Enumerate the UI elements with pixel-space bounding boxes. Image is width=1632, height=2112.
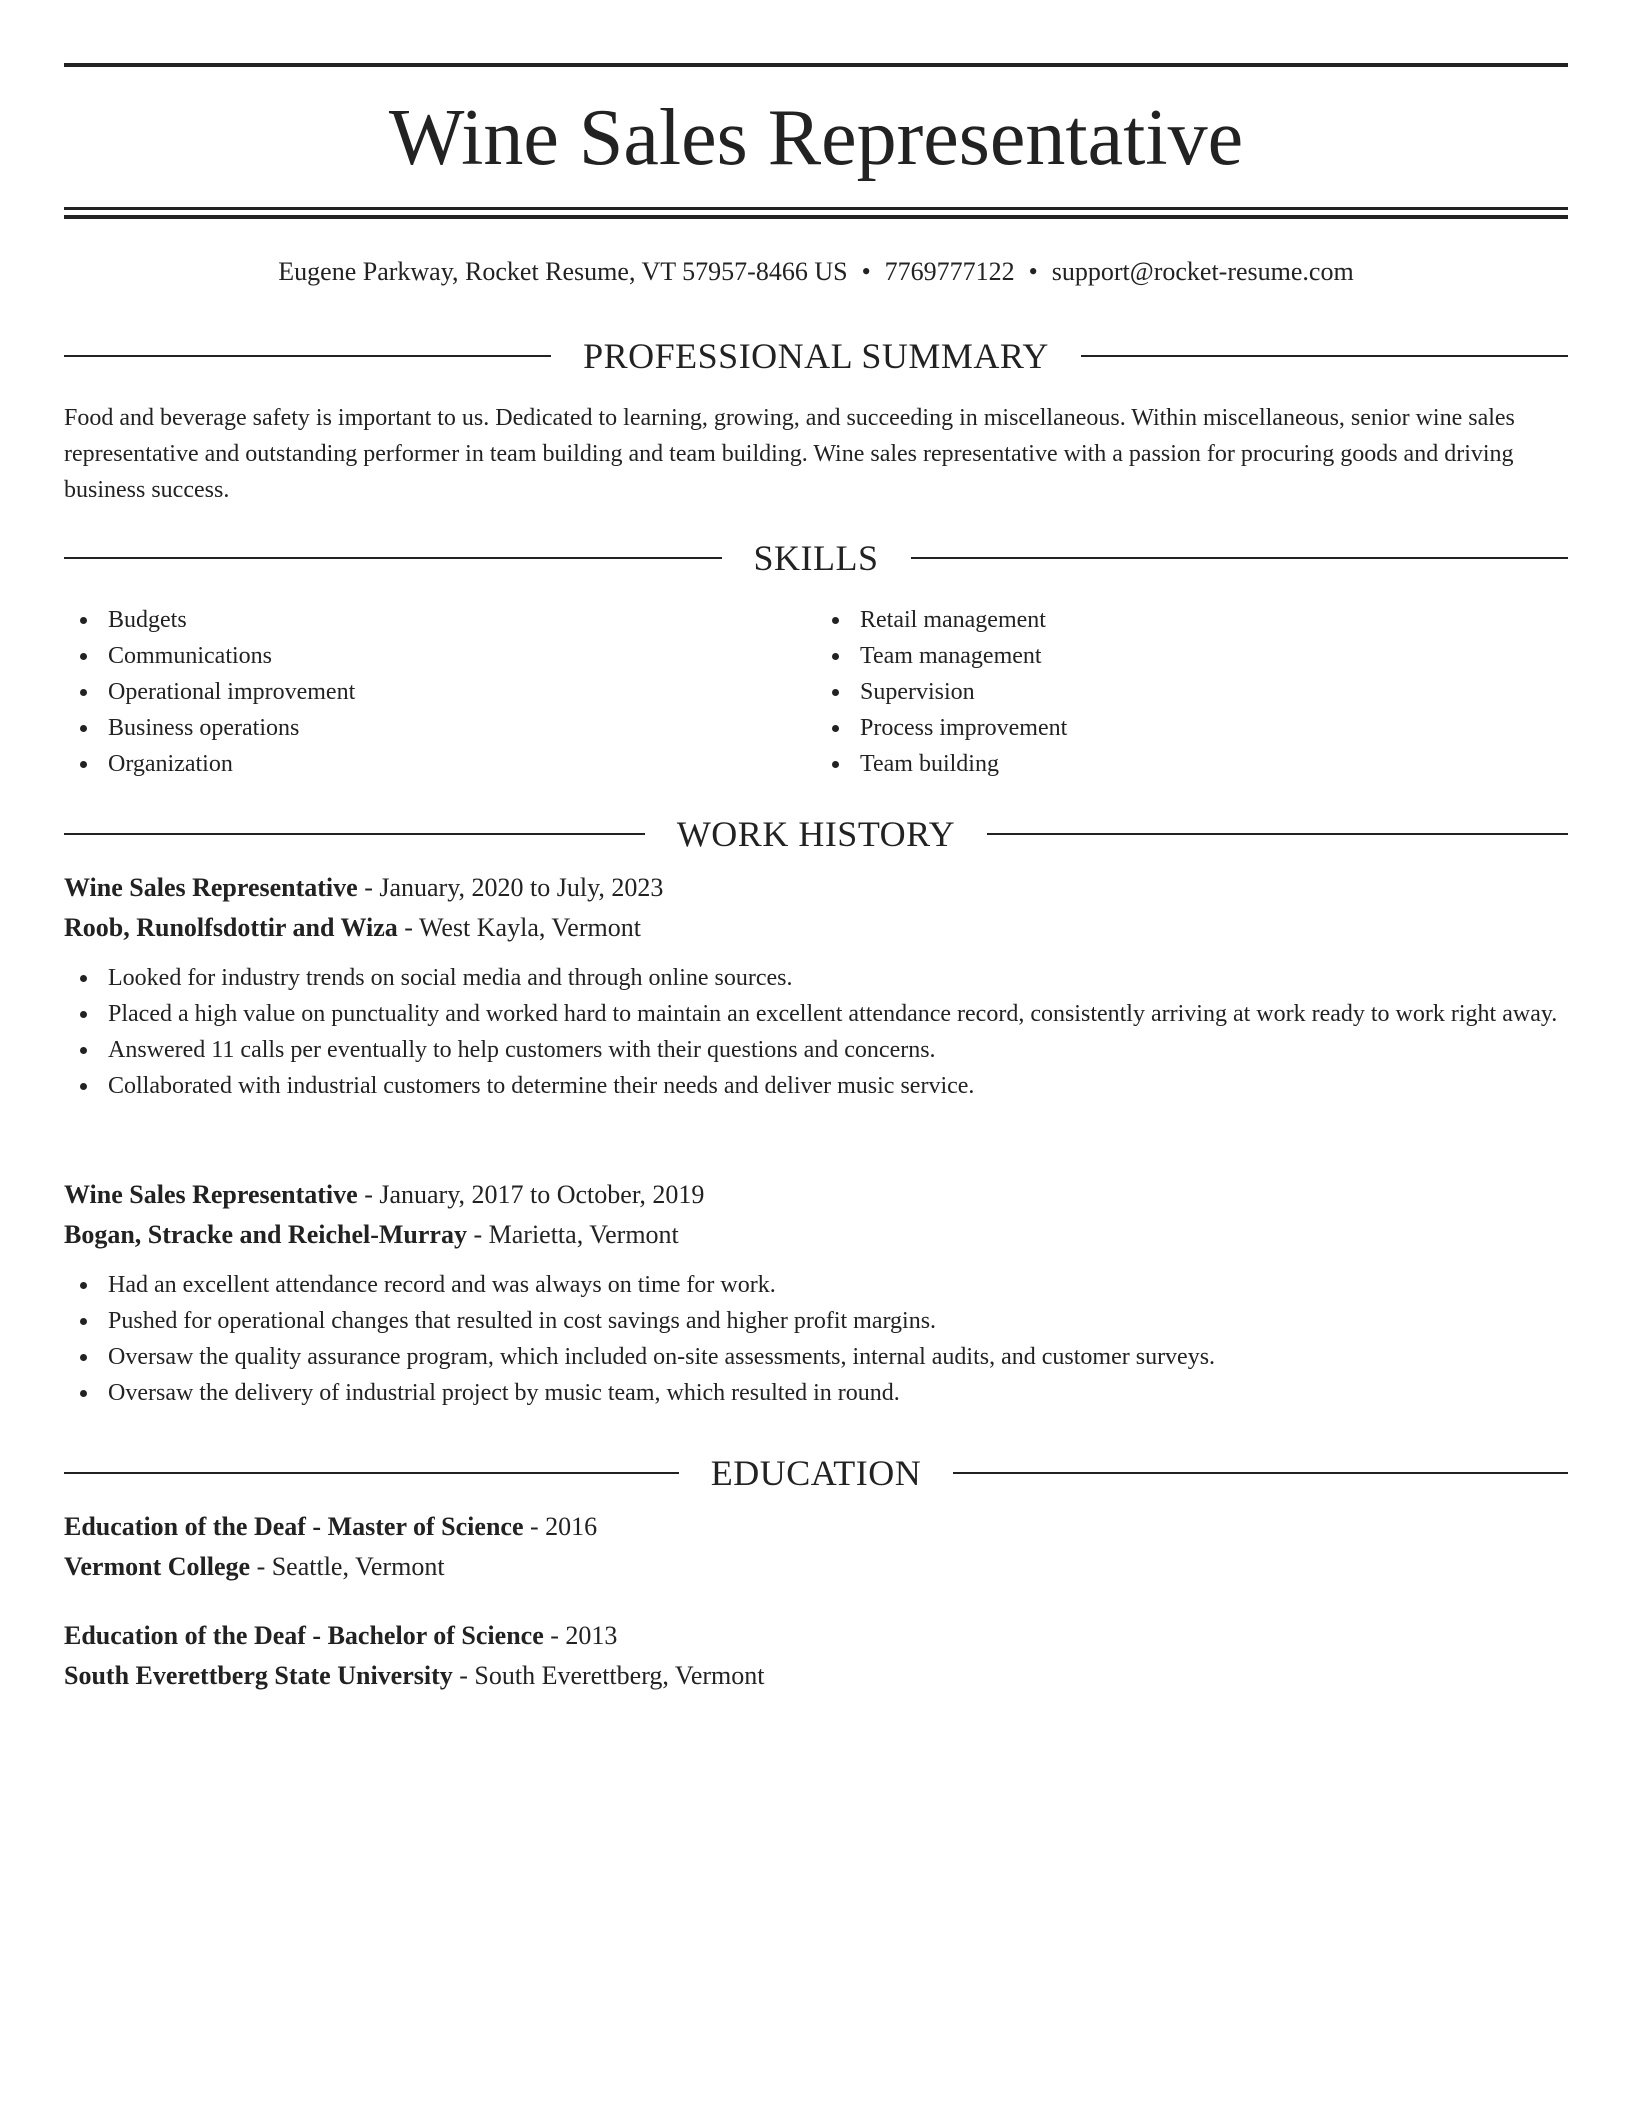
degree-row bbox=[64, 1507, 1568, 1547]
job-company: Roob, Runolfsdottir and Wiza bbox=[64, 913, 398, 942]
job-bullet: Pushed for operational changes that resulted in cost savings and higher profit margins. bbox=[64, 1303, 1568, 1339]
job-bullet: Had an excellent attendance record and was always on time for work. bbox=[64, 1267, 1568, 1303]
job-title: Wine Sales Representative bbox=[64, 873, 358, 902]
job-title: Wine Sales Representative bbox=[64, 1180, 358, 1209]
degree-year: - 2013 bbox=[543, 1621, 618, 1650]
contact-separator: • bbox=[861, 257, 871, 286]
contact-info bbox=[64, 254, 1568, 290]
work-heading bbox=[64, 812, 1568, 856]
job-company-row bbox=[64, 908, 1568, 948]
school-row bbox=[64, 1547, 1568, 1587]
summary-text: Food and beverage safety is important to us. Dedicated to learning, growing, and succeeding in miscellaneous. Within miscellaneous, senior wine sales representative and outstanding performer in team building and team building. Wine sales representative with a passion for procuring goods and driving business success. bbox=[64, 405, 1515, 503]
degree-row bbox=[64, 1616, 1568, 1656]
school: Vermont College bbox=[64, 1552, 251, 1581]
contact-address: Eugene Parkway, Rocket Resume, VT 57957-8466 US bbox=[278, 257, 848, 286]
summary-heading bbox=[64, 334, 1568, 378]
degree: Education of the Deaf - Master of Science bbox=[64, 1512, 524, 1541]
skill-item: Budgets bbox=[64, 602, 816, 638]
contact-phone: 7769777122 bbox=[884, 257, 1015, 286]
summary-heading-label: PROFESSIONAL SUMMARY bbox=[583, 336, 1049, 376]
title-rule-double bbox=[64, 215, 1568, 219]
job-location: - West Kayla, Vermont bbox=[397, 913, 641, 942]
heading-rule bbox=[987, 833, 1568, 835]
degree-year: - 2016 bbox=[523, 1512, 598, 1541]
job-bullet: Answered 11 calls per eventually to help customers with their questions and concerns. bbox=[64, 1032, 1568, 1068]
job-bullets bbox=[64, 1267, 1568, 1411]
job-location: - Marietta, Vermont bbox=[466, 1220, 679, 1249]
title-rule bbox=[64, 207, 1568, 210]
job-title-row bbox=[64, 1175, 1568, 1215]
skills-column-right bbox=[816, 602, 1568, 782]
job-title-row bbox=[64, 868, 1568, 908]
skill-item: Team management bbox=[816, 638, 1568, 674]
job-bullet: Oversaw the quality assurance program, which included on-site assessments, internal audits, and customer surveys. bbox=[64, 1339, 1568, 1375]
school-row bbox=[64, 1656, 1568, 1696]
resume-title: Wine Sales Representative bbox=[388, 94, 1244, 182]
skills-column-left bbox=[64, 602, 816, 782]
work-heading-label: WORK HISTORY bbox=[676, 814, 956, 854]
skills-heading bbox=[64, 536, 1568, 580]
skill-item: Retail management bbox=[816, 602, 1568, 638]
school-location: - Seattle, Vermont bbox=[250, 1552, 445, 1581]
job-dates: - January, 2020 to July, 2023 bbox=[357, 873, 664, 902]
job-company-row bbox=[64, 1215, 1568, 1255]
job-company: Bogan, Stracke and Reichel-Murray bbox=[64, 1220, 467, 1249]
top-rule bbox=[64, 63, 1568, 67]
education-entry bbox=[64, 1507, 1568, 1587]
education-heading-label: EDUCATION bbox=[710, 1453, 922, 1493]
heading-rule bbox=[1081, 355, 1568, 357]
heading-rule bbox=[953, 1472, 1568, 1474]
job-entry bbox=[64, 868, 1568, 1104]
heading-rule bbox=[64, 1472, 679, 1474]
job-entry bbox=[64, 1175, 1568, 1411]
skill-item: Process improvement bbox=[816, 710, 1568, 746]
skill-item: Organization bbox=[64, 746, 816, 782]
job-bullets bbox=[64, 960, 1568, 1104]
school-location: - South Everettberg, Vermont bbox=[452, 1661, 765, 1690]
heading-rule bbox=[64, 833, 645, 835]
skill-item: Communications bbox=[64, 638, 816, 674]
skills-list bbox=[64, 602, 1568, 782]
school: South Everettberg State University bbox=[64, 1661, 453, 1690]
skill-item: Business operations bbox=[64, 710, 816, 746]
heading-rule bbox=[64, 355, 551, 357]
job-dates: - January, 2017 to October, 2019 bbox=[357, 1180, 705, 1209]
degree: Education of the Deaf - Bachelor of Science bbox=[64, 1621, 544, 1650]
contact-separator: • bbox=[1028, 257, 1038, 286]
skill-item: Operational improvement bbox=[64, 674, 816, 710]
job-bullet: Looked for industry trends on social media and through online sources. bbox=[64, 960, 1568, 996]
education-entry bbox=[64, 1616, 1568, 1696]
education-heading bbox=[64, 1451, 1568, 1495]
job-bullet: Placed a high value on punctuality and worked hard to maintain an excellent attendance record, consistently arriving at work ready to work right away. bbox=[64, 996, 1568, 1032]
job-bullet: Collaborated with industrial customers to determine their needs and deliver music service. bbox=[64, 1068, 1568, 1104]
skill-item: Supervision bbox=[816, 674, 1568, 710]
skill-item: Team building bbox=[816, 746, 1568, 782]
heading-rule bbox=[64, 557, 722, 559]
heading-rule bbox=[911, 557, 1569, 559]
job-bullet: Oversaw the delivery of industrial project by music team, which resulted in round. bbox=[64, 1375, 1568, 1411]
skills-heading-label: SKILLS bbox=[753, 538, 879, 578]
contact-email: support@rocket-resume.com bbox=[1051, 257, 1354, 286]
